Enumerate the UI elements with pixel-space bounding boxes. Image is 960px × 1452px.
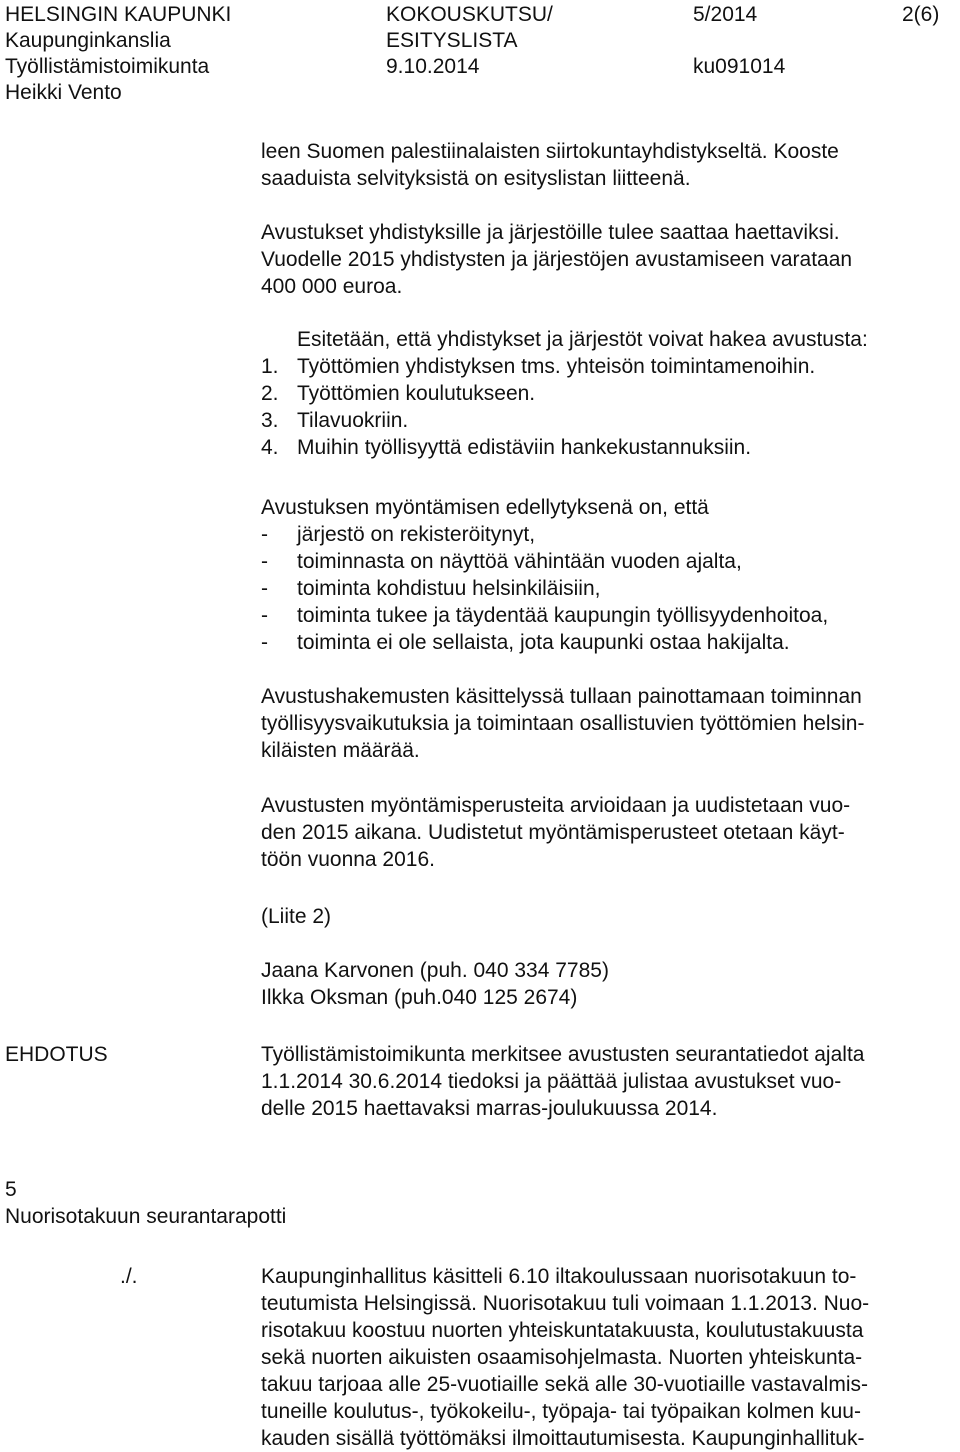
item-text: järjestö on rekisteröitynyt,: [297, 523, 536, 546]
org-committee: Työllistämistoimikunta: [5, 55, 210, 78]
text-line: töön vuonna 2016.: [261, 848, 435, 871]
doc-issue: 5/2014: [693, 3, 758, 26]
list-item: [261, 407, 951, 434]
text-line: leen Suomen palestiinalaisten siirtokuntayhdistykseltä. Kooste: [261, 140, 839, 163]
list-item: [261, 521, 951, 548]
item-dash: -: [261, 577, 268, 600]
text-line: Avustusten myöntämisperusteita arvioidaan ja uudistetaan vuo-: [261, 794, 851, 817]
item-text: Muihin työllisyyttä edistäviin hankekustannuksiin.: [297, 436, 752, 459]
text-line: työllisyysvaikutuksia ja toimintaan osallistuvien työttömien helsin-: [261, 712, 865, 735]
text-line: kauden sisällä työttömäksi ilmoittautumisesta. Kaupunginhallituk-: [261, 1427, 865, 1450]
intro-paragraph: [261, 138, 951, 192]
section-label-proposal: EHDOTUS: [5, 1043, 108, 1066]
text-line: Avustushakemusten käsittelyssä tullaan painottamaan toiminnan: [261, 685, 862, 708]
text-line: risotakuu koostuu nuorten yhteiskuntatakuusta, koulutustakuusta: [261, 1319, 864, 1342]
list-item: [261, 380, 951, 407]
list-item: [261, 548, 951, 575]
doc-type-line2: ESITYSLISTA: [386, 29, 518, 52]
text-line: takuu tarjoaa alle 25-vuotiaille sekä alle 30-vuotiaille vastavalmis-: [261, 1373, 868, 1396]
text-line: sekä nuorten aikuisten osaamisohjelmasta. Nuorten yhteiskunta-: [261, 1346, 863, 1369]
proposal-list: [261, 326, 951, 461]
item-text: toiminta ei ole sellaista, jota kaupunki ostaa hakijalta.: [297, 631, 790, 654]
text-line: Vuodelle 2015 yhdistysten ja järjestöjen avustamiseen varataan: [261, 248, 853, 271]
item5-body: [261, 1263, 951, 1452]
list-item: [261, 434, 951, 461]
agenda-item-number: 5: [5, 1178, 17, 1201]
contact-person: Ilkka Oksman (puh.040 125 2674): [261, 986, 578, 1009]
contact-list: [261, 957, 951, 1011]
item-text: toiminta kohdistuu helsinkiläisiin,: [297, 577, 601, 600]
item-dash: -: [261, 604, 268, 627]
text-line: tuneille koulutus-, työkokeilu-, työpaja- tai työpaikan kolmen kuu-: [261, 1400, 861, 1423]
emphasis-paragraph: [261, 683, 951, 764]
text-line: delle 2015 haettavaksi marras-joulukuussa 2014.: [261, 1097, 718, 1120]
item-text: toiminnasta on näyttöä vähintään vuoden ajalta,: [297, 550, 742, 573]
item-text: Tilavuokriin.: [297, 409, 409, 432]
text-line: 1.1.2014 30.6.2014 tiedoksi ja päättää julistaa avustukset vuo-: [261, 1070, 842, 1093]
org-author: Heikki Vento: [5, 81, 122, 104]
text-line: Kaupunginhallitus käsitteli 6.10 iltakoulussaan nuorisotakuun to-: [261, 1265, 857, 1288]
item-number: 3.: [261, 409, 279, 432]
list-item: [261, 353, 951, 380]
criteria-paragraph: [261, 792, 951, 873]
page-number: 2(6): [902, 3, 940, 26]
text-line: saaduista selvityksistä on esityslistan liitteenä.: [261, 167, 691, 190]
text-line: 400 000 euroa.: [261, 275, 403, 298]
conditions-lead: Avustuksen myöntämisen edellytyksenä on, että: [261, 496, 709, 519]
item-text: Työttömien yhdistyksen tms. yhteisön toimintamenoihin.: [297, 355, 816, 378]
doc-reference: ku091014: [693, 55, 786, 78]
text-line: den 2015 aikana. Uudistetut myöntämisperusteet otetaan käyt-: [261, 821, 845, 844]
text-line: teutumista Helsingissä. Nuorisotakuu tuli voimaan 1.1.2013. Nuo-: [261, 1292, 870, 1315]
grants-paragraph: [261, 219, 951, 300]
attachment-reference: [261, 903, 951, 930]
list-item: [261, 602, 951, 629]
item-text: toiminta tukee ja täydentää kaupungin työllisyydenhoitoa,: [297, 604, 829, 627]
doc-date: 9.10.2014: [386, 55, 480, 78]
contact-person: Jaana Karvonen (puh. 040 334 7785): [261, 959, 609, 982]
org-department: Kaupunginkanslia: [5, 29, 171, 52]
list-item: [261, 575, 951, 602]
item-number: 1.: [261, 355, 279, 378]
agenda-item-title: Nuorisotakuun seurantarapotti: [5, 1205, 287, 1228]
item-dash: -: [261, 631, 268, 654]
text-line: kiläisten määrää.: [261, 739, 420, 762]
text-line: Työllistämistoimikunta merkitsee avustusten seurantatiedot ajalta: [261, 1043, 865, 1066]
proposal-decision: [261, 1041, 951, 1122]
list-item: [261, 629, 951, 656]
doc-type-line1: KOKOUSKUTSU/: [386, 3, 553, 26]
attachment-mark: ./.: [120, 1265, 138, 1288]
item-dash: -: [261, 550, 268, 573]
item-dash: -: [261, 523, 268, 546]
proposal-lead: Esitetään, että yhdistykset ja järjestöt voivat hakea avustusta:: [297, 328, 868, 351]
org-name: HELSINGIN KAUPUNKI: [5, 3, 232, 26]
conditions-list: [261, 494, 951, 656]
attachment-label: (Liite 2): [261, 905, 332, 928]
text-line: Avustukset yhdistyksille ja järjestöille tulee saattaa haettaviksi.: [261, 221, 840, 244]
item-number: 2.: [261, 382, 279, 405]
item-text: Työttömien koulutukseen.: [297, 382, 536, 405]
item-number: 4.: [261, 436, 279, 459]
